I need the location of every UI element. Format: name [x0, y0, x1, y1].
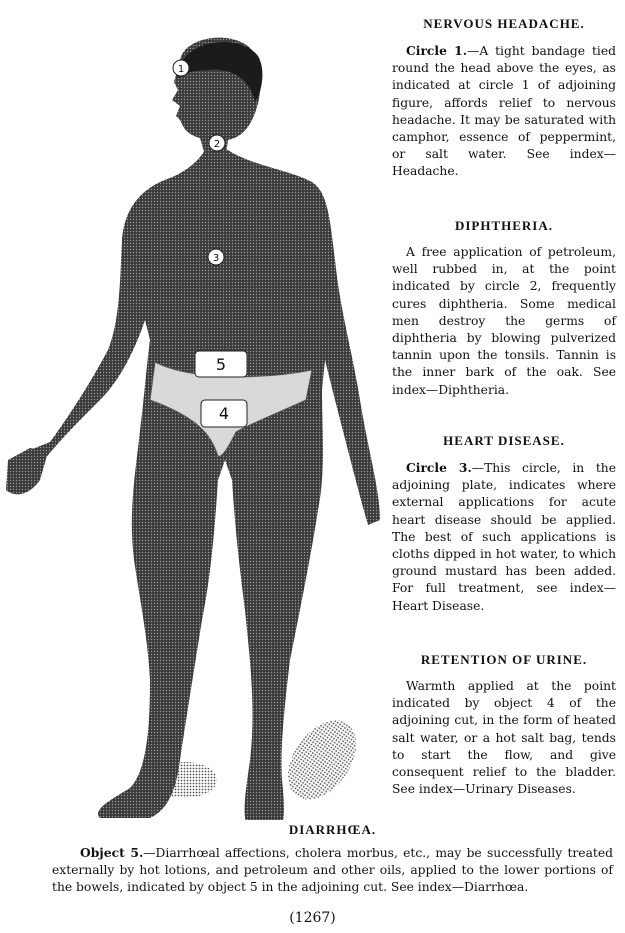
marker-2: [209, 135, 225, 151]
marker-3: [208, 249, 224, 265]
section-title: DIARRHŒA.: [288, 822, 377, 837]
left-hand: [6, 448, 48, 494]
section-title: DIPHTHERIA.: [454, 218, 554, 233]
section-text: —A tight bandage tied round the head above the eyes, as indicated at circle 1 of adjoining figure, affords relief to nervous headache. It may be saturated with camphor, essence of peppermint, or salt water. See index—Headache.: [392, 44, 616, 179]
section-lead: Circle 1.: [406, 43, 468, 58]
section-retention-of-urine: [392, 652, 616, 798]
marker-4: [201, 400, 247, 427]
marker-label: 4: [218, 404, 230, 423]
floor-shadow: [274, 708, 370, 812]
section-diphtheria: [392, 218, 616, 399]
section-diarrhoea: [52, 822, 613, 896]
section-title: RETENTION OF URINE.: [420, 652, 588, 667]
section-text: —Diarrhœal affections, cholera morbus, etc., may be successfully treated externally by hot lotions, and petroleum and other oils, applied to the lower portions of the bowels, indicated by object 5 in the adjoining cut. See index—Diarrhœa.: [52, 846, 613, 894]
anatomical-figure: [0, 20, 390, 820]
section-title: HEART DISEASE.: [443, 433, 565, 448]
page-number: (1267): [289, 910, 336, 926]
section-lead: Object 5.: [80, 845, 144, 860]
section-body: [392, 459, 616, 615]
section-nervous-headache: [392, 16, 616, 181]
section-body: [392, 42, 616, 181]
marker-5: [195, 351, 247, 377]
section-text: —This circle, in the adjoining plate, indicates where external applications for acute heart disease should be applied. The best of such applications is cloths dipped in hot water, to which ground mustard has been added. For full treatment, see index—Heart Disease.: [392, 461, 616, 613]
marker-label: 5: [215, 355, 227, 374]
body: [8, 150, 380, 820]
marker-1: [173, 60, 189, 76]
section-title: NERVOUS HEADACHE.: [423, 16, 585, 31]
human-figure-illustration: [0, 20, 390, 820]
marker-label: 2: [213, 139, 221, 150]
marker-label: 1: [177, 64, 185, 75]
section-body: A free application of petroleum, well rubbed in, at the point indicated by circle 2, frequently cures diphtheria. Some medical men destroy the germs of diphtheria by blowing pulverized tannin upon the tonsils. Tannin is the inner bark of the oak. See index—Diphtheria.: [392, 245, 616, 397]
marker-label: 3: [212, 253, 220, 264]
section-body: [52, 844, 613, 896]
section-lead: Circle 3.: [406, 460, 472, 475]
section-heart-disease: [392, 433, 616, 615]
section-body: Warmth applied at the point indicated by object 4 of the adjoining cut, in the form of heated salt water, or a hot salt bag, tends to start the flow, and give consequent relief to the bladder. See index—Urinary Diseases.: [392, 679, 616, 797]
